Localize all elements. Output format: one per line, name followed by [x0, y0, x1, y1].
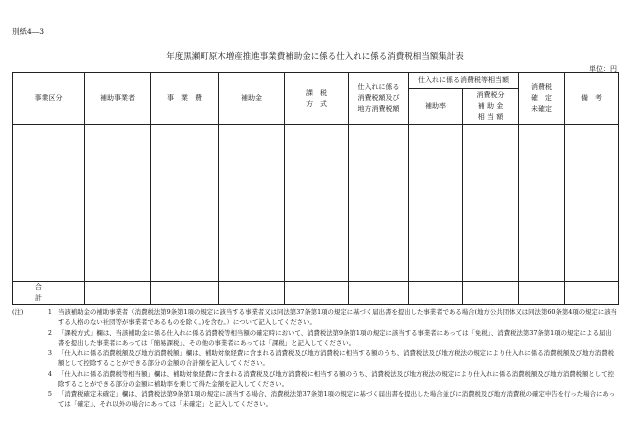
total-jigyohi[interactable] [151, 282, 219, 305]
header-shiire-zeigaku: 仕入れに係る 消費税額及び 地方消費税額 [349, 73, 409, 125]
cell-shiire-zeigaku[interactable] [349, 125, 409, 282]
total-label: 合計 [13, 282, 85, 305]
header-biko: 備 考 [565, 73, 619, 125]
cell-kazei-hoshiki[interactable] [285, 125, 349, 282]
cell-jigyo-kubun[interactable] [13, 125, 85, 282]
cell-kakutei[interactable] [519, 125, 565, 282]
header-group-shiire-sotogaku: 仕入れに係る消費税等相当額 [409, 73, 519, 89]
table-row [13, 125, 619, 282]
total-hojo-jigyosha[interactable] [85, 282, 151, 305]
total-hojokin[interactable] [219, 282, 285, 305]
unit-label: 単位：円 [589, 65, 617, 73]
cell-hojoritsu[interactable] [409, 125, 463, 282]
header-kakutei: 消費税 確 定 未確定 [519, 73, 565, 125]
notes-head: (注) [12, 308, 24, 316]
note-item: 3 「仕入れに係る消費税額及び地方消費税額」欄は、補助対象経費に含まれる消費税及び地方消費税に相当する額のうち、消費税法及び地方税法の規定により仕入れに係る消費税額及び地方消費税額として控除することができる部分の金額の合計額を記入してください。 [47, 349, 614, 368]
notes-section [12, 307, 618, 410]
header-jigyohi: 事 業 費 [151, 73, 219, 125]
header-kazei-hoshiki: 課 税 方 式 [285, 73, 349, 125]
total-shohizei-sotogaku[interactable] [463, 282, 519, 305]
document-title: 年度黒瀬町原木増産推進事業費補助金に係る仕入れに係る消費税相当額集計表 [166, 52, 464, 62]
header-shohizei-sotogaku: 消費税分 補 助 金 相 当 額 [463, 89, 519, 125]
cell-hojokin[interactable] [219, 125, 285, 282]
note-item: 5 「消費税確定未確定」欄は、消費税法第9条第1項の規定に該当する場合、消費税法第37条第1項の規定に基づく届出書を提出した場合並びに消費税及び地方消費税の確定申告を行った場合にあっては「確定」、それ以外の場合にあっては「未確定」と記入してください。 [47, 390, 616, 409]
total-biko[interactable] [565, 282, 619, 305]
note-item: 2 「課税方式」欄は、当該補助金に係る仕入れに係る消費税等相当額の確定時において、消費税法第9条第1項の規定に該当する事業者にあっては「免税」、消費税法第37条第1項の規定による届出書を提出した事業者にあっては「簡易課税」、その他の事業者にあっては「課税」と記入してください。 [47, 328, 612, 347]
header-jigyo-kubun: 事業区分 [13, 73, 85, 125]
total-kazei-hoshiki[interactable] [285, 282, 349, 305]
cell-biko[interactable] [565, 125, 619, 282]
cell-jigyohi[interactable] [151, 125, 219, 282]
document-id: 別紙4―3 [12, 27, 45, 36]
total-row [13, 282, 619, 305]
header-hojoritsu: 補助率 [409, 89, 463, 125]
note-item: 1 当該補助金の補助事業者（消費税法第9条第1項の規定に該当する事業者又は同法第37条第1項の規定に基づく届出書を提出した事業者である場合(地方公共団体又は同法第60条第4項の規定に該当する人格のない社団等が事業者であるものを除く。)を含む。）について記入してください。 [47, 308, 618, 327]
summary-table [12, 72, 619, 305]
note-item: 4 「仕入れに係る消費税等相当額」欄は、補助対象経費に含まれる消費税及び地方消費税に相当する額のうち、消費税法及び地方税法の規定により仕入れに係る消費税額及び地方消費税額として控除することができる部分の金額に補助率を乗じて得た金額を記入してください。 [47, 369, 614, 388]
cell-hojo-jigyosha[interactable] [85, 125, 151, 282]
total-shiire-zeigaku[interactable] [349, 282, 409, 305]
header-hojokin: 補助金 [219, 73, 285, 125]
cell-shohizei-sotogaku[interactable] [463, 125, 519, 282]
total-hojoritsu[interactable] [409, 282, 463, 305]
total-kakutei[interactable] [519, 282, 565, 305]
header-hojo-jigyosha: 補助事業者 [85, 73, 151, 125]
